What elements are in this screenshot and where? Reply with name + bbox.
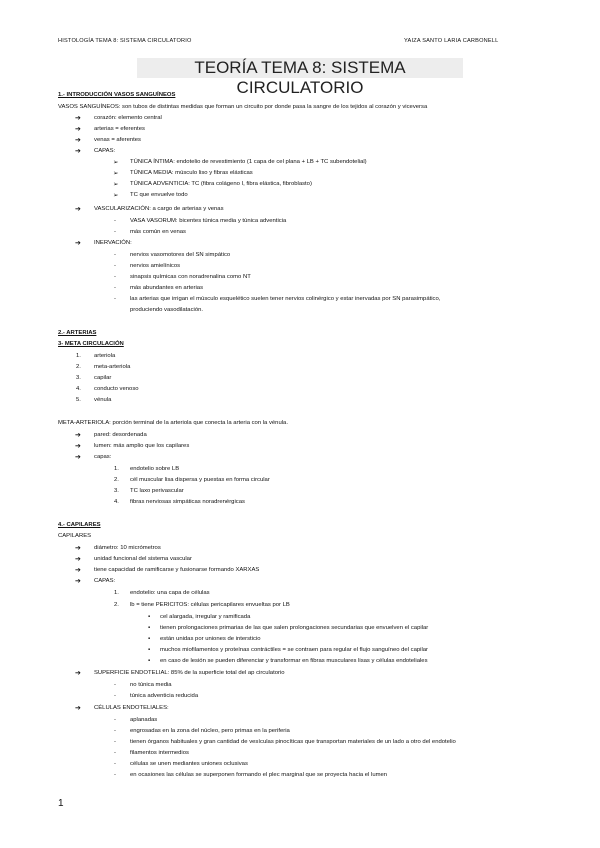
list-item: células se unen mediantes uniones oclusivas: [130, 761, 248, 767]
dash-bullet: -: [114, 263, 116, 269]
arrow-bullet-icon: ➔: [75, 137, 81, 144]
triangle-bullet-icon: ➢: [113, 192, 119, 199]
list-item: unidad funcional del sistema vascular: [94, 556, 192, 562]
list-number: 4.: [114, 499, 119, 505]
dash-bullet: -: [114, 285, 116, 291]
dash-bullet: -: [114, 717, 116, 723]
dash-bullet: -: [114, 772, 116, 778]
list-item: VASA VASORUM: bicentes túnica media y túnica adventicia: [130, 218, 287, 224]
arrow-bullet-icon: ➔: [75, 443, 81, 450]
list-item: VASCULARIZACIÓN: a cargo de arterias y venas: [94, 206, 224, 212]
list-number: 5.: [76, 397, 81, 403]
arrow-bullet-icon: ➔: [75, 148, 81, 155]
arrow-bullet-icon: ➔: [75, 454, 81, 461]
list-item: vénula: [94, 397, 112, 403]
dash-bullet: -: [114, 274, 116, 280]
list-item: las arterias que irrigan el músculo esquelético suelen tener nervios colinérgico y estar inervadas por SN parasimpático,: [130, 296, 441, 302]
list-item: capas:: [94, 454, 112, 460]
list-item: aplanadas: [130, 717, 158, 723]
list-item: TÚNICA MEDIA: músculo liso y fibras elásticas: [130, 170, 253, 176]
page-title: TEORÍA TEMA 8: SISTEMA CIRCULATORIO: [137, 58, 463, 78]
dash-bullet: -: [114, 761, 116, 767]
list-item: tiene capacidad de ramificarse y fusionarse formando XARXAS: [94, 567, 260, 573]
list-item: fibras nerviosas simpáticas noradrenérgicas: [130, 499, 245, 505]
list-item: TC que envuelve todo: [130, 192, 188, 198]
list-item: cel alargada, irregular y ramificada: [160, 614, 251, 620]
list-item-continuation: produciendo vasodilatación.: [130, 307, 204, 313]
list-item: SUPERFICIE ENDOTELIAL: 85% de la superficie total del ap circulatorio: [94, 670, 285, 676]
dash-bullet: -: [114, 728, 116, 734]
dash-bullet: -: [114, 296, 116, 302]
list-number: 1.: [76, 353, 81, 359]
header-left: HISTOLOGÍA TEMA 8: SISTEMA CIRCULATORIO: [58, 38, 192, 44]
arrow-bullet-icon: ➔: [75, 432, 81, 439]
dash-bullet: -: [114, 739, 116, 745]
list-item: CAPAS:: [94, 578, 116, 584]
list-number: 2.: [76, 364, 81, 370]
dash-bullet: -: [114, 750, 116, 756]
list-number: 1.: [114, 590, 119, 596]
list-item: capilar: [94, 375, 112, 381]
arrow-bullet-icon: ➔: [75, 206, 81, 213]
list-item: lb = tiene PERICITOS: células pericapilares envueltas por LB: [130, 602, 290, 608]
arrow-bullet-icon: ➔: [75, 115, 81, 122]
section-1-heading: 1.- INTRODUCCIÓN VASOS SANGUÍNEOS: [58, 92, 176, 98]
dash-bullet: -: [114, 218, 116, 224]
list-item: túnica adventicia reducida: [130, 693, 199, 699]
list-item: más abundantes en arterias: [130, 285, 204, 291]
intro-text: VASOS SANGUÍNEOS: son tubos de distintas medidas que forman un circuito por donde pasa la sangre de los tejidos al corazón y viceversa: [58, 104, 428, 110]
list-item: tienen prolongaciones primarias de las que salen prolongaciones secundarias que envuelven el capilar: [160, 625, 429, 631]
arrow-bullet-icon: ➔: [75, 126, 81, 133]
arrow-bullet-icon: ➔: [75, 556, 81, 563]
square-bullet-icon: ▪: [148, 647, 151, 653]
list-item: arterias = eferentes: [94, 126, 145, 132]
list-item: nervios vasomotores del SN simpático: [130, 252, 231, 258]
list-item: conducto venoso: [94, 386, 139, 392]
list-item: meta-arteriola: [94, 364, 131, 370]
list-number: 3.: [76, 375, 81, 381]
list-item: no túnica media: [130, 682, 172, 688]
list-item: lumen: más amplio que los capilares: [94, 443, 190, 449]
square-bullet-icon: ▪: [148, 636, 151, 642]
subheading: CAPILARES: [58, 533, 92, 539]
dash-bullet: -: [114, 252, 116, 258]
list-item: filamentos intermedios: [130, 750, 189, 756]
square-bullet-icon: ▪: [148, 614, 151, 620]
list-item: nervios amielínicos: [130, 263, 181, 269]
list-item: diámetro: 10 micrómetros: [94, 545, 161, 551]
arrow-bullet-icon: ➔: [75, 240, 81, 247]
square-bullet-icon: ▪: [148, 625, 151, 631]
section-3-heading: 3- META CIRCULACIÓN: [58, 341, 124, 347]
dash-bullet: -: [114, 229, 116, 235]
arrow-bullet-icon: ➔: [75, 545, 81, 552]
arrow-bullet-icon: ➔: [75, 567, 81, 574]
list-number: 2.: [114, 602, 119, 608]
list-item: engrosadas en la zona del núcleo, pero primas en la periferia: [130, 728, 290, 734]
list-item: corazón: elemento central: [94, 115, 162, 121]
section-2-heading: 2.- ARTERIAS: [58, 330, 97, 336]
list-item: venas = aferentes: [94, 137, 141, 143]
square-bullet-icon: ▪: [148, 658, 151, 664]
list-number: 2.: [114, 477, 119, 483]
triangle-bullet-icon: ➢: [113, 159, 119, 166]
list-item: cél muscular lisa dispersa y puestas en forma circular: [130, 477, 270, 483]
arrow-bullet-icon: ➔: [75, 705, 81, 712]
list-item: arteriola: [94, 353, 116, 359]
list-item: endotelio sobre LB: [130, 466, 180, 472]
meta-arteriola-definition: META-ARTERIOLA: porción terminal de la arteriola que conecta la arteria con la vénula.: [58, 420, 288, 426]
triangle-bullet-icon: ➢: [113, 181, 119, 188]
list-item: INERVACIÓN:: [94, 240, 132, 246]
list-item: TÚNICA ADVENTICIA: TC (fibra colágeno I, fibra elástica, fibroblasto): [130, 181, 312, 187]
list-item: en caso de lesión se pueden diferenciar y transformar en fibras musculares lisas y células endoteliales: [160, 658, 428, 664]
header-right: YAIZA SANTO LARIA CARBONELL: [404, 38, 499, 44]
list-item: en ocasiones las células se superponen formando el plec marginal que se proyecta hacia el lumen: [130, 772, 388, 778]
triangle-bullet-icon: ➢: [113, 170, 119, 177]
list-number: 3.: [114, 488, 119, 494]
arrow-bullet-icon: ➔: [75, 578, 81, 585]
list-item: CAPAS:: [94, 148, 116, 154]
list-item: están unidas por uniones de intersticio: [160, 636, 261, 642]
list-number: 4.: [76, 386, 81, 392]
list-item: endotelio: una capa de células: [130, 590, 210, 596]
page-number: 1: [58, 798, 64, 809]
list-item: CÉLULAS ENDOTELIALES:: [94, 705, 169, 711]
list-item: tienen órganos habituales y gran cantidad de vesículas pinocíticas que transportan materiales de un lado a otro del endotelio: [130, 739, 456, 745]
list-item: muchos miofilamentos y proteínas contráctiles = se contraen para regular el flujo sanguíneo del capilar: [160, 647, 429, 653]
list-item: más común en venas: [130, 229, 186, 235]
dash-bullet: -: [114, 682, 116, 688]
list-number: 1.: [114, 466, 119, 472]
arrow-bullet-icon: ➔: [75, 670, 81, 677]
list-item: TÚNICA ÍNTIMA: endotelio de revestimiento (1 capa de cel plana + LB + TC subendotelial): [130, 159, 367, 165]
list-item: TC laxo perivascular: [130, 488, 184, 494]
dash-bullet: -: [114, 693, 116, 699]
section-4-heading: 4.- CAPILARES: [58, 522, 101, 528]
list-item: pared: desordenada: [94, 432, 147, 438]
list-item: sinapsis químicas con noradrenalina como NT: [130, 274, 251, 280]
